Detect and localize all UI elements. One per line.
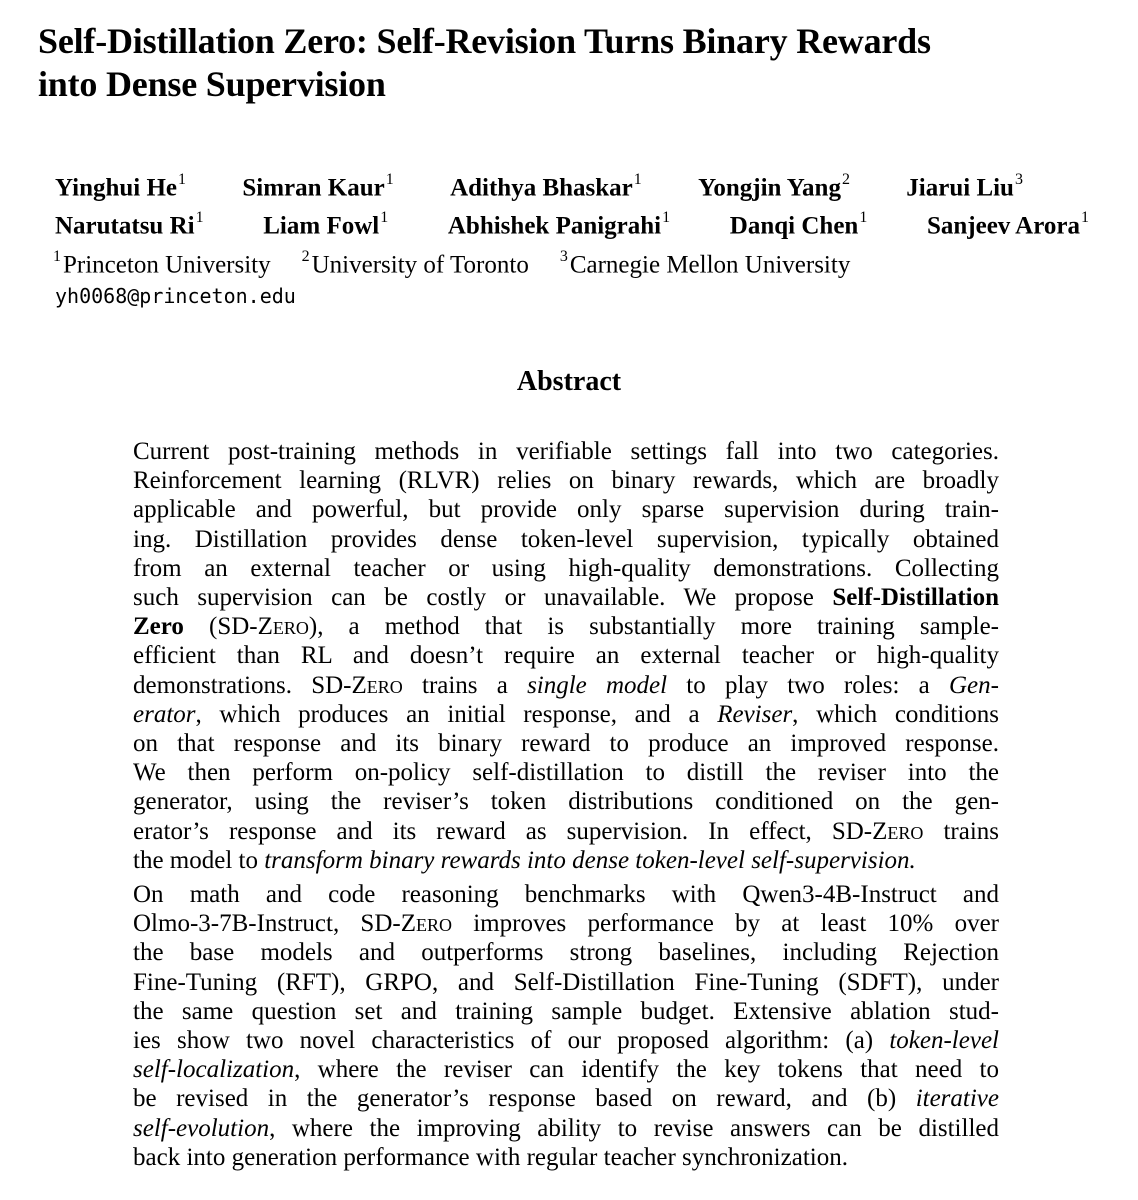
author-row-2 <box>55 204 1089 242</box>
abstract-paragraph-2 <box>133 880 999 1172</box>
author: Narutatsu Ri$^1$ <box>55 209 204 240</box>
author: Danqi Chen$^1$ <box>729 209 868 240</box>
text-line: such supervision can be costly or unavailable. We propose Self-Distillation <box>133 584 999 612</box>
text-line: the model to transform binary rewards into dense token-level self-supervision. <box>133 846 916 874</box>
contact-email: yh0068@princeton.edu <box>55 283 296 308</box>
author-block <box>55 166 1115 311</box>
author: Liam Fowl$^1$ <box>263 209 389 240</box>
author: Yongjin Yang$^2$ <box>698 171 850 202</box>
text-line: back into generation performance with regular teacher synchronization. <box>133 1143 848 1171</box>
text-line: the same question set and training sample budget. Extensive ablation stud- <box>133 997 999 1025</box>
text-line: self-evolution, where the improving ability to revise answers can be distilled <box>133 1114 999 1142</box>
affiliation: $^2$University of Toronto <box>301 247 529 278</box>
abstract-heading: Abstract <box>516 366 622 397</box>
method-name-bold: Self-Distillation <box>832 584 999 612</box>
text-line: erator’s response and its reward as supervision. In effect, SD-Zero trains <box>133 817 1000 845</box>
author: Abhishek Panigrahi$^1$ <box>447 209 671 240</box>
abstract-paragraph-1 <box>133 437 999 875</box>
author: Jiarui Liu$^3$ <box>906 171 1023 202</box>
text-line: be revised in the generator’s response based on reward, and (b) iterative <box>133 1085 999 1113</box>
text-line: efficient than RL and doesn’t require an external teacher or high-quality <box>133 642 999 670</box>
text-line: Reinforcement learning (RLVR) relies on binary rewards, which are broadly <box>133 467 999 495</box>
paper-title <box>38 20 1118 106</box>
text-line: applicable and powerful, but provide only sparse supervision during train- <box>133 496 999 524</box>
text-line: Olmo-3-7B-Instruct, SD-Zero improves performance by at least 10% over <box>133 910 999 938</box>
affiliations <box>53 243 1115 281</box>
text-line: Fine-Tuning (RFT), GRPO, and Self-Distillation Fine-Tuning (SDFT), under <box>133 968 999 996</box>
text-line: ing. Distillation provides dense token-level supervision, typically obtained <box>133 525 999 553</box>
text-line: Zero (SD-Zero), a method that is substantially more training sample- <box>133 613 999 641</box>
author: Sanjeev Arora$^1$ <box>926 209 1089 240</box>
text-line: Current post-training methods in verifiable settings fall into two categories. <box>133 438 999 465</box>
author-row-1 <box>55 166 1023 204</box>
affiliation: $^1$Princeton University <box>53 247 271 278</box>
text-line: on that response and its binary reward to produce an improved response. <box>133 730 999 758</box>
author: Adithya Bhaskar$^1$ <box>450 171 642 202</box>
text-line: self-localization, where the reviser can identify the key tokens that need to <box>133 1056 999 1084</box>
abstract-body <box>133 437 999 1172</box>
text-line: demonstrations. SD-Zero trains a single model to play two roles: a Gen- <box>133 671 999 699</box>
text-line: from an external teacher or using high-quality demonstrations. Collecting <box>133 554 999 582</box>
author: Simran Kaur$^1$ <box>242 171 394 202</box>
text-line: We then perform on-policy self-distillation to distill the reviser into the <box>133 759 999 787</box>
text-line: erator, which produces an initial response, and a Reviser, which conditions <box>133 700 999 728</box>
title-line-1: Self-Distillation Zero: Self-Revision Turns Binary Rewards <box>38 21 931 61</box>
text-line: the base models and outperforms strong baselines, including Rejection <box>133 939 999 967</box>
author: Yinghui He$^1$ <box>55 171 187 202</box>
text-line: On math and code reasoning benchmarks with Qwen3-4B-Instruct and <box>133 881 999 909</box>
title-line-2: into Dense Supervision <box>38 64 386 104</box>
text-line: generator, using the reviser’s token distributions conditioned on the gen- <box>133 788 999 816</box>
text-line: ies show two novel characteristics of our proposed algorithm: (a) token-level <box>133 1027 999 1055</box>
affiliation: $^3$Carnegie Mellon University <box>559 247 851 278</box>
